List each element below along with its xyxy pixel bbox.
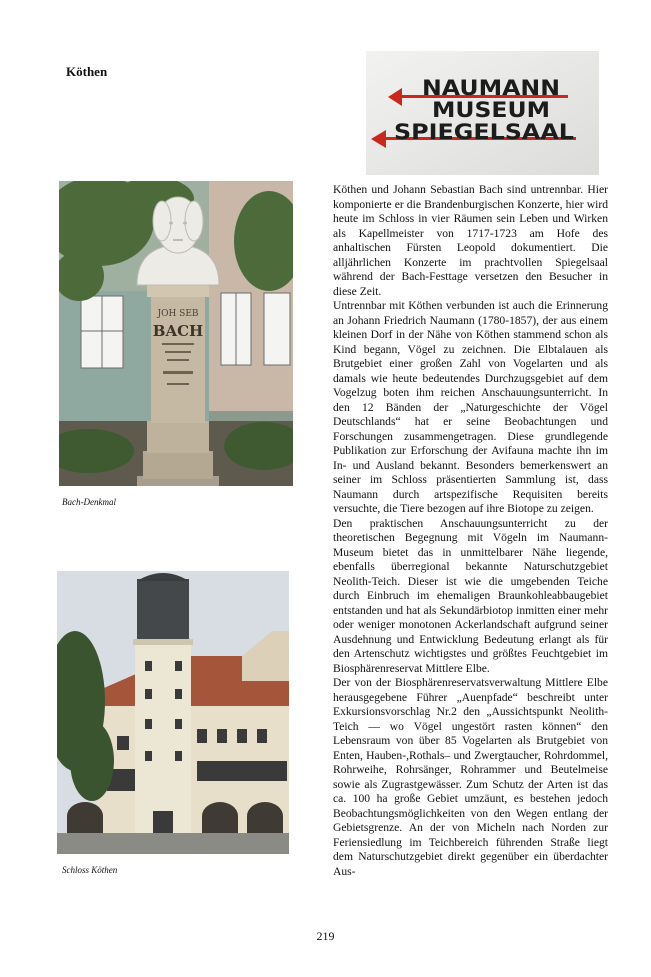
plinth-inscription-2: BACH: [152, 322, 204, 340]
paragraph-neolith-teich: Den praktischen Anschauungsunterricht zu der theoretischen Begegnung mit Vögeln im Naumann-Museum bietet das in unmittelbarer Nähe liegende, ebenfalls überregional bekannte Naturschutzgebiet Neolith-Teich. Dieser ist wie die umgebenden Teiche durch Einbruch im ehemaligen Braunkohleabbaugebiet entstanden und hat als Sekundärbiotop inmitten einer mehr oder weniger monotonen Ackerlandschaft aufgrund seiner Ausdehnung und Entwicklung Bedeutung erlangt als für den Artenschutz wichtigstes und größtes Feuchtgebiet im Biosphärenreservat Mittlere Elbe.: [333, 516, 608, 675]
museum-sign-photo: [366, 51, 599, 175]
section-heading: Köthen: [66, 64, 108, 79]
sign-line-museum: MUSEUM: [432, 98, 550, 122]
castle-tower: [133, 573, 193, 841]
schloss-koethen-photo: [57, 571, 289, 854]
paragraph-bach: Köthen und Johann Sebastian Bach sind untrennbar. Hier komponierte er die Brandenburgischen Konzerte, hier wird heute im Schloss in vier Räumen sein Leben und Wirken als Kapellmeister von 1717-1723 am Hofe des anhaltischen Fürsten Leopold dokumentiert. Die alljährlichen Konzerte im prachtvollen Spiegelsaal während der Bach-Festtage versetzen den Besucher in diese Zeit.: [333, 183, 608, 298]
caption-schloss-koethen: Schloss Köthen: [62, 865, 118, 875]
sign-line-spiegelsaal: SPIEGELSAAL: [394, 120, 574, 144]
article-text: [333, 183, 608, 879]
caption-bach-denkmal: Bach-Denkmal: [62, 497, 116, 507]
bach-monument-photo: [59, 181, 293, 486]
sign-line-naumann: NAUMANN: [422, 76, 560, 100]
page-number: 219: [316, 929, 335, 943]
paragraph-naumann: Untrennbar mit Köthen verbunden ist auch die Erinnerung an Johann Friedrich Naumann (1780-1857), der aus einem kleinen Dorf in der Nähe von Köthen stammend schon als Kind begann, Vögel zu zeichnen. Die Elbtalauen als Brutgebiet einer großen Zahl von Vogelarten und als damals wie heute bedeutendes Durchzugsgebiet auf dem Vogelzug boten ihm reichen Anschauungsunterricht. In den 12 Bänden der „Naturgeschichte der Vögel Deutschlands“ hat er seine Beobachtungen und Forschungen zusammengetragen. Diese grundlegende Publikation zur Erforschung der Avifauna machte ihn im In- und Ausland bekannt. Besonders bemerkenswert an seiner im Schloss präsentierten Sammlung ist, dass Naumann durch artspezifische Requisiten bereits versuchte, die Tiere bezogen auf ihre Biotope zu zeigen.: [333, 299, 608, 515]
paragraph-auenpfade: Der von der Biosphärenreservatsverwaltung Mittlere Elbe herausgegebene Führer „Auenpfade“ beschreibt unter Exkursionsvorschlag Nr.2 den „Aussichtspunkt Neolith-Teich — wo Vögel ungestört rasten können“ den Lebensraum von über 85 Vogelarten als Brutgebiet von Enten, Hauben-,Rothals– und Zwergtaucher, Rohrdommel, Rohrweihe, Rohrsänger, Rohrammer und Beutelmeise sowie als Zugrastgewässer. Zum Schutz der Arten ist das ca. 100 ha große Gebiet umzäunt, es bestehen jedoch Beobachtungsmöglichkeiten von den Wegen entlang der Gebietsgrenze. An der von Micheln nach Norden zur Feriensiedlung im Teichbereich führenden Straße liegt dem Naturschutzgebiet direkt gegenüber ein überdachter Aus-: [333, 676, 608, 878]
plinth-inscription-1: JOH SEB: [157, 309, 199, 319]
